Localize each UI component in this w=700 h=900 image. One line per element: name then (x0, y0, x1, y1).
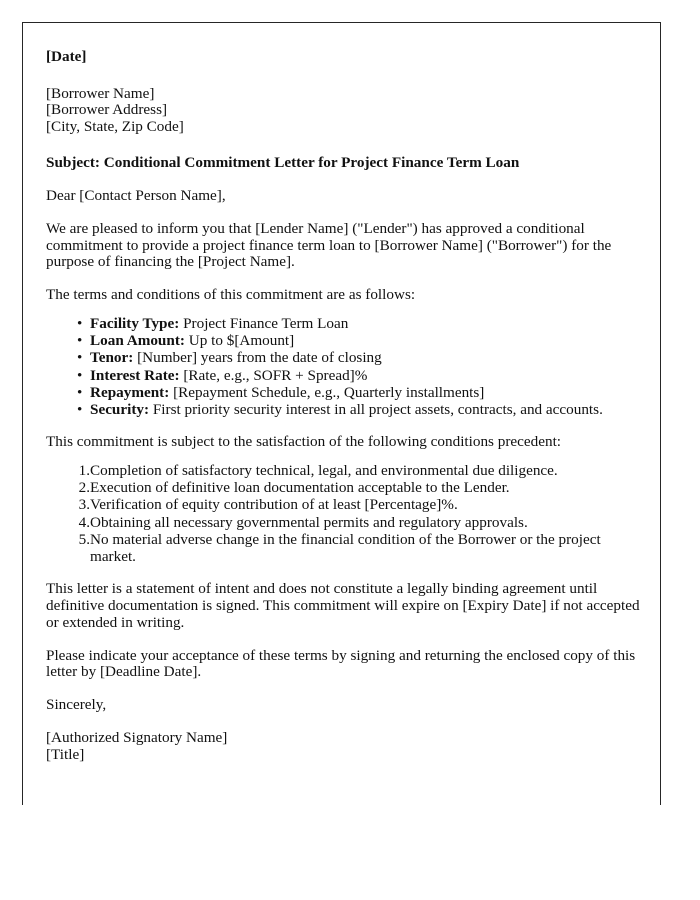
bullet-icon: • (77, 400, 83, 418)
list-item (46, 401, 642, 418)
spacer (46, 632, 642, 648)
list-item (46, 349, 642, 366)
spacer (46, 66, 642, 86)
signature-block (46, 730, 642, 763)
salutation: Dear [Contact Person Name], (46, 186, 226, 204)
terms-intro-paragraph: The terms and conditions of this commitment are as follows: (46, 286, 416, 304)
list-marker: 2. (78, 479, 90, 497)
term-label: Loan Amount: (90, 332, 185, 350)
term-label: Repayment: (90, 383, 170, 401)
subject-line: Subject: Conditional Commitment Letter for Project Finance Term Loan (46, 154, 520, 172)
letter-body (46, 49, 642, 763)
spacer (46, 565, 642, 581)
condition-text: Execution of definitive loan documentation acceptable to the Lender. (90, 479, 510, 497)
intro-paragraph: We are pleased to inform you that [Lender Name] ("Lender") has approved a conditional commitment to provide a project finance term loan to [Borrower Name] ("Borrower") for the purpose of financing the [Project Name]. (46, 219, 612, 271)
bullet-icon: • (77, 349, 83, 367)
spacer (46, 451, 642, 462)
list-marker: 4. (78, 513, 90, 531)
spacer (46, 714, 642, 730)
list-item (46, 367, 642, 384)
spacer (46, 418, 642, 434)
term-label: Facility Type: (90, 314, 180, 332)
spacer (46, 135, 642, 155)
term-value: [Repayment Schedule, e.g., Quarterly installments] (169, 383, 485, 401)
list-item (46, 531, 642, 565)
bullet-icon: • (77, 383, 83, 401)
term-value: Up to $[Amount] (184, 332, 295, 350)
term-value: First priority security interest in all project assets, contracts, and accounts. (149, 400, 603, 418)
recipient-line: [Borrower Address] (46, 101, 168, 119)
terms-list (46, 315, 642, 418)
spacer (46, 681, 642, 697)
list-marker: 5. (78, 530, 90, 548)
list-item (46, 479, 642, 496)
term-label: Interest Rate: (90, 366, 180, 384)
spacer (46, 271, 642, 287)
list-item (46, 384, 642, 401)
list-marker: 3. (78, 496, 90, 514)
condition-text: Verification of equity contribution of at least [Percentage]%. (90, 496, 458, 514)
recipient-line: [City, State, Zip Code] (46, 117, 184, 135)
list-item (46, 332, 642, 349)
term-label: Tenor: (90, 349, 134, 367)
term-value: [Rate, e.g., SOFR + Spread]% (179, 366, 368, 384)
signature-line: [Title] (46, 745, 85, 763)
spacer (46, 205, 642, 221)
document-page-frame (22, 22, 661, 805)
term-label: Security: (90, 400, 150, 418)
acceptance-paragraph: Please indicate your acceptance of these terms by signing and returning the enclosed copy of this letter by [Deadline Date]. (46, 646, 636, 681)
date-placeholder: [Date] (46, 48, 87, 65)
conditions-list (46, 462, 642, 565)
spacer (46, 172, 642, 188)
recipient-line: [Borrower Name] (46, 84, 155, 102)
condition-text: Completion of satisfactory technical, legal, and environmental due diligence. (90, 461, 558, 479)
term-value: Project Finance Term Loan (179, 314, 349, 332)
condition-text: Obtaining all necessary governmental permits and regulatory approvals. (90, 513, 528, 531)
list-item (46, 462, 642, 479)
signature-line: [Authorized Signatory Name] (46, 728, 228, 746)
list-marker: 1. (78, 461, 90, 479)
bullet-icon: • (77, 366, 83, 384)
disclaimer-paragraph: This letter is a statement of intent and does not constitute a legally binding agreement until definitive documentation is signed. This commitment will expire on [Expiry Date] if not accepted or extended in writing. (46, 580, 640, 631)
list-item (46, 514, 642, 531)
list-item (46, 496, 642, 513)
closing-salutation: Sincerely, (46, 696, 107, 714)
conditions-intro-paragraph: This commitment is subject to the satisfaction of the following conditions precedent: (46, 433, 562, 451)
condition-text: No material adverse change in the financial condition of the Borrower or the project market. (90, 530, 601, 565)
list-item (46, 315, 642, 332)
recipient-address-block (46, 86, 642, 136)
bullet-icon: • (77, 314, 83, 332)
spacer (46, 304, 642, 315)
term-value: [Number] years from the date of closing (133, 349, 382, 367)
bullet-icon: • (77, 332, 83, 350)
